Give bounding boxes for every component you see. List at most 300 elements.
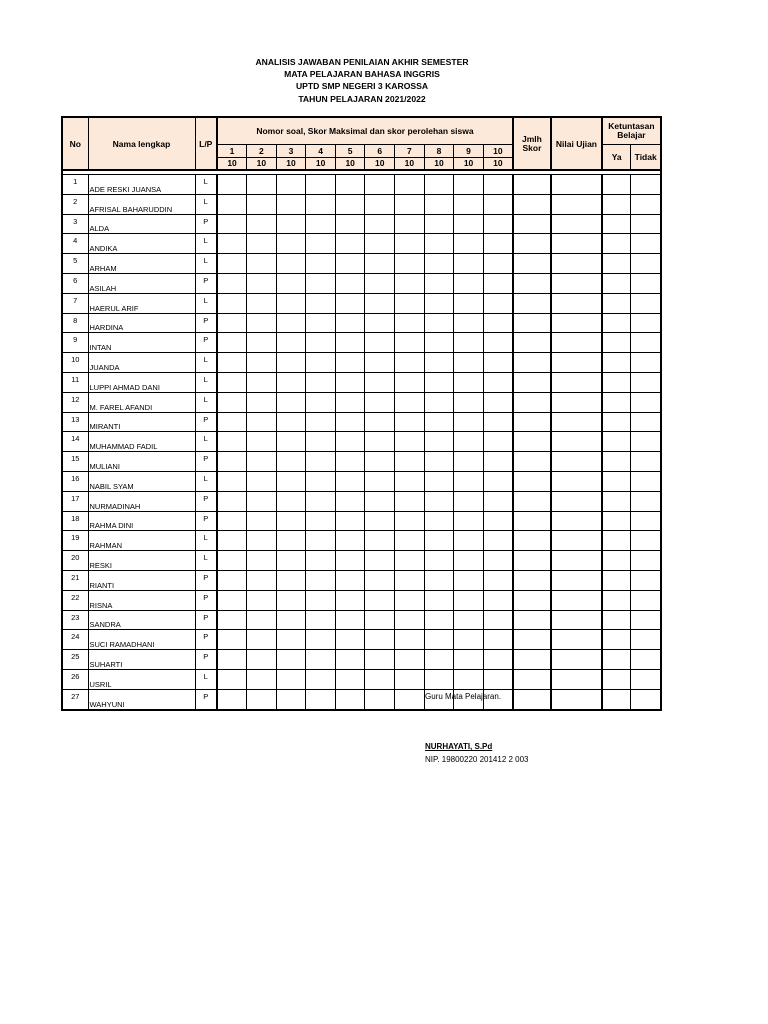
student-name: ADE RESKI JUANSA (88, 175, 195, 195)
total-score-cell (513, 650, 551, 670)
student-number: 7 (62, 293, 88, 313)
score-cell (306, 432, 336, 452)
score-cell (276, 689, 306, 709)
score-cell (483, 194, 513, 214)
student-gender: L (195, 293, 217, 313)
question-number: 10 (483, 144, 513, 157)
student-number: 22 (62, 590, 88, 610)
score-cell (395, 650, 425, 670)
score-cell (483, 531, 513, 551)
completion-no-cell (631, 689, 661, 709)
score-cell (306, 669, 336, 689)
score-cell (483, 392, 513, 412)
score-cell (454, 590, 484, 610)
score-cell (365, 353, 395, 373)
score-cell (454, 432, 484, 452)
score-cell (365, 293, 395, 313)
completion-yes-cell (602, 689, 631, 709)
score-cell (454, 511, 484, 531)
score-cell (483, 452, 513, 472)
score-cell (395, 590, 425, 610)
score-cell (306, 175, 336, 195)
score-cell (247, 372, 277, 392)
score-cell (276, 531, 306, 551)
score-cell (276, 333, 306, 353)
student-name: MIRANTI (88, 412, 195, 432)
student-number: 9 (62, 333, 88, 353)
score-cell (395, 491, 425, 511)
total-score-cell (513, 531, 551, 551)
signature-role: Guru Mata Pelajaran. (425, 692, 502, 701)
score-cell (247, 630, 277, 650)
total-score-cell (513, 610, 551, 630)
score-cell (276, 570, 306, 590)
table-row (62, 432, 661, 452)
score-cell (454, 392, 484, 412)
header-name: Nama lengkap (88, 117, 195, 170)
completion-yes-cell (602, 610, 631, 630)
score-cell (335, 254, 365, 274)
exam-score-cell (551, 175, 602, 195)
score-cell (483, 214, 513, 234)
completion-yes-cell (602, 570, 631, 590)
completion-yes-cell (602, 590, 631, 610)
score-cell (306, 689, 336, 709)
completion-no-cell (631, 531, 661, 551)
completion-yes-cell (602, 511, 631, 531)
score-cell (365, 452, 395, 472)
score-cell (217, 194, 247, 214)
exam-score-cell (551, 313, 602, 333)
score-cell (306, 452, 336, 472)
completion-yes-cell (602, 471, 631, 491)
score-cell (335, 293, 365, 313)
completion-no-cell (631, 194, 661, 214)
score-cell (335, 630, 365, 650)
score-cell (365, 175, 395, 195)
exam-score-cell (551, 590, 602, 610)
student-number: 15 (62, 452, 88, 472)
score-cell (276, 392, 306, 412)
score-cell (335, 491, 365, 511)
score-cell (424, 531, 454, 551)
score-cell (276, 452, 306, 472)
table-row (62, 590, 661, 610)
total-score-cell (513, 511, 551, 531)
total-score-cell (513, 471, 551, 491)
score-cell (217, 353, 247, 373)
score-cell (365, 630, 395, 650)
score-cell (424, 551, 454, 571)
score-cell (365, 313, 395, 333)
total-score-cell (513, 412, 551, 432)
completion-no-cell (631, 254, 661, 274)
completion-no-cell (631, 511, 661, 531)
header-lp: L/P (195, 117, 217, 170)
completion-yes-cell (602, 452, 631, 472)
completion-yes-cell (602, 412, 631, 432)
student-number: 24 (62, 630, 88, 650)
completion-yes-cell (602, 313, 631, 333)
score-cell (306, 610, 336, 630)
student-gender: P (195, 570, 217, 590)
score-cell (217, 234, 247, 254)
student-name: NURMADINAH (88, 491, 195, 511)
max-score: 10 (247, 157, 277, 170)
student-number: 13 (62, 412, 88, 432)
table-row (62, 630, 661, 650)
score-cell (365, 570, 395, 590)
score-cell (483, 313, 513, 333)
score-cell (454, 531, 484, 551)
score-cell (424, 313, 454, 333)
student-number: 6 (62, 273, 88, 293)
total-score-cell (513, 273, 551, 293)
score-cell (395, 353, 425, 373)
score-cell (424, 293, 454, 313)
completion-yes-cell (602, 234, 631, 254)
completion-no-cell (631, 570, 661, 590)
completion-yes-cell (602, 254, 631, 274)
score-cell (395, 293, 425, 313)
table-row (62, 511, 661, 531)
completion-no-cell (631, 630, 661, 650)
completion-yes-cell (602, 630, 631, 650)
student-number: 2 (62, 194, 88, 214)
student-gender: L (195, 175, 217, 195)
question-number: 9 (454, 144, 484, 157)
completion-yes-cell (602, 372, 631, 392)
student-gender: L (195, 551, 217, 571)
student-name: RISNA (88, 590, 195, 610)
score-cell (247, 234, 277, 254)
score-cell (247, 669, 277, 689)
completion-no-cell (631, 313, 661, 333)
score-cell (483, 570, 513, 590)
exam-score-cell (551, 293, 602, 313)
student-number: 11 (62, 372, 88, 392)
score-cell (424, 254, 454, 274)
completion-yes-cell (602, 273, 631, 293)
score-cell (335, 234, 365, 254)
score-cell (306, 570, 336, 590)
score-cell (247, 471, 277, 491)
score-cell (217, 669, 247, 689)
score-cell (424, 234, 454, 254)
title-line-3: UPTD SMP NEGERI 3 KAROSSA (295, 81, 429, 92)
student-name: ASILAH (88, 273, 195, 293)
completion-no-cell (631, 392, 661, 412)
score-cell (395, 175, 425, 195)
score-cell (395, 630, 425, 650)
score-cell (335, 214, 365, 234)
score-cell (454, 214, 484, 234)
header-total-score: Jmlh Skor (513, 117, 551, 170)
completion-no-cell (631, 491, 661, 511)
completion-no-cell (631, 551, 661, 571)
score-cell (395, 452, 425, 472)
completion-yes-cell (602, 333, 631, 353)
exam-score-cell (551, 610, 602, 630)
score-cell (306, 194, 336, 214)
student-name: RAHMA DINI (88, 511, 195, 531)
score-cell (276, 194, 306, 214)
total-score-cell (513, 570, 551, 590)
exam-score-cell (551, 650, 602, 670)
score-cell (454, 254, 484, 274)
score-cell (483, 175, 513, 195)
question-number: 1 (217, 144, 247, 157)
score-cell (365, 531, 395, 551)
completion-no-cell (631, 214, 661, 234)
score-cell (276, 590, 306, 610)
score-cell (217, 531, 247, 551)
score-cell (395, 471, 425, 491)
score-cell (335, 432, 365, 452)
score-cell (395, 570, 425, 590)
exam-score-cell (551, 273, 602, 293)
score-cell (454, 471, 484, 491)
signature-name: NURHAYATI, S.Pd (425, 742, 493, 751)
completion-no-cell (631, 234, 661, 254)
exam-score-cell (551, 372, 602, 392)
completion-no-cell (631, 333, 661, 353)
student-number: 4 (62, 234, 88, 254)
score-cell (306, 234, 336, 254)
exam-score-cell (551, 234, 602, 254)
student-name: ARHAM (88, 254, 195, 274)
score-cell (247, 590, 277, 610)
student-gender: P (195, 491, 217, 511)
exam-score-cell (551, 570, 602, 590)
max-score: 10 (217, 157, 247, 170)
score-cell (306, 392, 336, 412)
score-cell (217, 214, 247, 234)
table-row (62, 531, 661, 551)
completion-yes-cell (602, 531, 631, 551)
score-cell (365, 372, 395, 392)
score-cell (395, 273, 425, 293)
score-cell (424, 273, 454, 293)
score-cell (365, 491, 395, 511)
score-cell (424, 452, 454, 472)
score-cell (217, 570, 247, 590)
student-gender: P (195, 452, 217, 472)
score-cell (306, 353, 336, 373)
title-line-4: TAHUN PELAJARAN 2021/2022 (298, 93, 426, 104)
student-name: LUPPI AHMAD DANI (88, 372, 195, 392)
student-gender: P (195, 313, 217, 333)
student-number: 19 (62, 531, 88, 551)
score-cell (276, 650, 306, 670)
score-cell (276, 293, 306, 313)
score-cell (424, 511, 454, 531)
score-cell (217, 590, 247, 610)
score-cell (276, 372, 306, 392)
total-score-cell (513, 353, 551, 373)
score-cell (217, 491, 247, 511)
exam-score-cell (551, 669, 602, 689)
table-row (62, 372, 661, 392)
table-row (62, 689, 661, 709)
student-name: HAERUL ARIF (88, 293, 195, 313)
completion-no-cell (631, 412, 661, 432)
header-exam-score: Nilai Ujian (551, 117, 602, 170)
total-score-cell (513, 293, 551, 313)
student-gender: L (195, 254, 217, 274)
score-cell (365, 471, 395, 491)
score-cell (365, 392, 395, 412)
score-cell (365, 234, 395, 254)
score-cell (483, 333, 513, 353)
completion-no-cell (631, 175, 661, 195)
score-cell (247, 610, 277, 630)
score-cell (276, 669, 306, 689)
student-name: SUHARTI (88, 650, 195, 670)
max-score: 10 (424, 157, 454, 170)
score-cell (335, 471, 365, 491)
table-row (62, 175, 661, 195)
exam-score-cell (551, 689, 602, 709)
student-gender: L (195, 353, 217, 373)
completion-no-cell (631, 432, 661, 452)
score-cell (335, 194, 365, 214)
score-cell (276, 175, 306, 195)
student-name: ALDA (88, 214, 195, 234)
score-cell (306, 293, 336, 313)
score-cell (395, 313, 425, 333)
table-row (62, 254, 661, 274)
score-cell (217, 412, 247, 432)
score-cell (424, 630, 454, 650)
score-cell (365, 610, 395, 630)
max-score: 10 (454, 157, 484, 170)
student-name: ANDIKA (88, 234, 195, 254)
score-cell (335, 610, 365, 630)
score-cell (335, 511, 365, 531)
score-cell (306, 372, 336, 392)
student-gender: L (195, 372, 217, 392)
score-cell (395, 372, 425, 392)
score-cell (306, 412, 336, 432)
completion-no-cell (631, 372, 661, 392)
score-cell (395, 214, 425, 234)
student-number: 5 (62, 254, 88, 274)
total-score-cell (513, 630, 551, 650)
exam-score-cell (551, 471, 602, 491)
student-name: MUHAMMAD FADIL (88, 432, 195, 452)
score-cell (217, 630, 247, 650)
completion-no-cell (631, 650, 661, 670)
total-score-cell (513, 432, 551, 452)
score-cell (454, 610, 484, 630)
score-cell (276, 273, 306, 293)
completion-no-cell (631, 273, 661, 293)
score-cell (395, 333, 425, 353)
exam-score-cell (551, 412, 602, 432)
score-cell (247, 392, 277, 412)
score-cell (217, 610, 247, 630)
score-cell (365, 650, 395, 670)
student-name: MULIANI (88, 452, 195, 472)
score-cell (424, 669, 454, 689)
score-cell (247, 452, 277, 472)
score-cell (247, 175, 277, 195)
total-score-cell (513, 313, 551, 333)
score-cell (424, 372, 454, 392)
student-name: WAHYUNI (88, 689, 195, 709)
question-number: 5 (335, 144, 365, 157)
score-cell (217, 689, 247, 709)
score-cell (247, 273, 277, 293)
exam-score-cell (551, 432, 602, 452)
student-gender: L (195, 194, 217, 214)
score-cell (483, 273, 513, 293)
score-cell (306, 650, 336, 670)
score-cell (335, 590, 365, 610)
score-cell (365, 669, 395, 689)
table-row (62, 551, 661, 571)
score-cell (217, 273, 247, 293)
score-cell (217, 254, 247, 274)
score-cell (335, 372, 365, 392)
score-cell (306, 471, 336, 491)
header-no-complete: Tidak (631, 144, 661, 170)
student-number: 18 (62, 511, 88, 531)
score-cell (306, 333, 336, 353)
score-cell (306, 590, 336, 610)
score-cell (276, 471, 306, 491)
student-name: NABIL SYAM (88, 471, 195, 491)
score-cell (276, 491, 306, 511)
score-cell (247, 511, 277, 531)
exam-score-cell (551, 254, 602, 274)
completion-no-cell (631, 293, 661, 313)
score-cell (424, 214, 454, 234)
student-number: 26 (62, 669, 88, 689)
student-gender: P (195, 412, 217, 432)
table-row (62, 412, 661, 432)
score-cell (454, 452, 484, 472)
score-cell (454, 669, 484, 689)
completion-yes-cell (602, 353, 631, 373)
score-cell (276, 551, 306, 571)
score-cell (424, 471, 454, 491)
score-cell (424, 570, 454, 590)
score-cell (306, 273, 336, 293)
score-cell (365, 254, 395, 274)
student-number: 20 (62, 551, 88, 571)
score-cell (306, 531, 336, 551)
total-score-cell (513, 452, 551, 472)
completion-yes-cell (602, 551, 631, 571)
score-cell (424, 412, 454, 432)
exam-score-cell (551, 551, 602, 571)
score-cell (365, 214, 395, 234)
score-cell (335, 570, 365, 590)
score-cell (395, 511, 425, 531)
score-cell (454, 412, 484, 432)
score-cell (247, 432, 277, 452)
score-cell (424, 432, 454, 452)
score-cell (247, 353, 277, 373)
score-cell (306, 491, 336, 511)
score-cell (217, 333, 247, 353)
exam-score-cell (551, 511, 602, 531)
student-gender: P (195, 610, 217, 630)
score-cell (483, 412, 513, 432)
score-cell (454, 650, 484, 670)
